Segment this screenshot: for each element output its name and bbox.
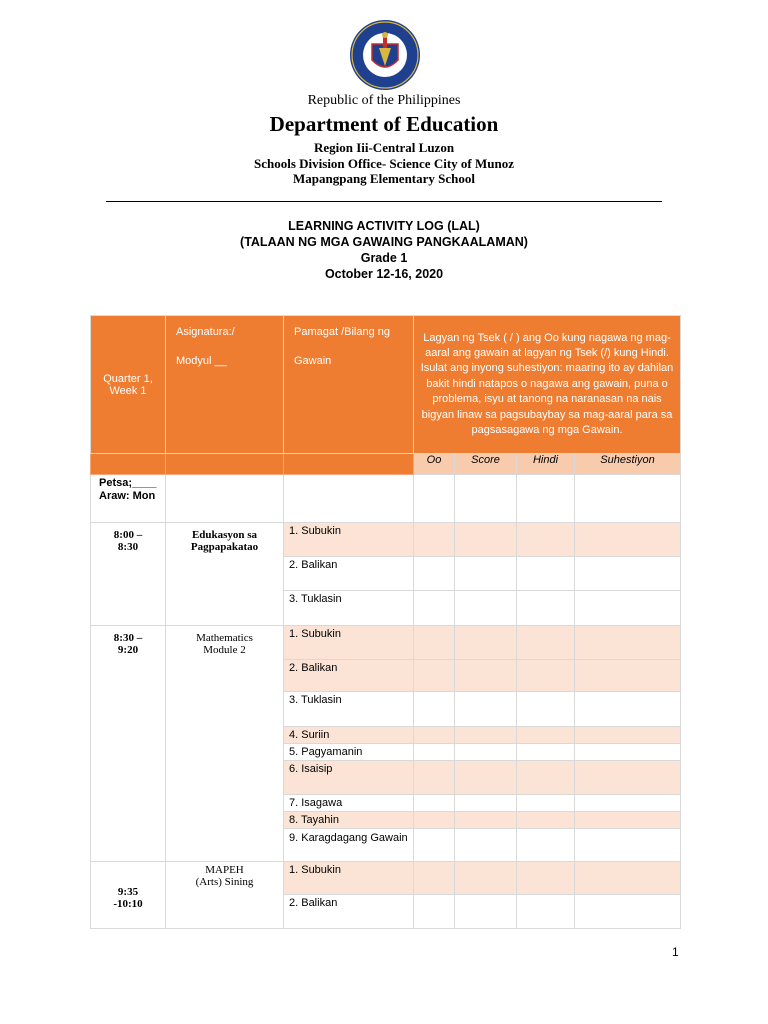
instructions-header: Lagyan ng Tsek ( / ) ang Oo kung nagawa ng mag-aaral ang gawain at lagyan ng Tsek (/) kung Hindi. Isulat ang inyong suhestiyon: maaring ito ay dahilan bakit hindi natapos o nagawa ang gawain, puna o problema, isyu at tanong na naranasan na nais bigyan linaw sa pagsubaybay sa mag-aaral para sa pagsasagawa ng mga Gawain. [414, 316, 681, 454]
oo-cell[interactable] [414, 523, 455, 557]
hindi-cell[interactable] [517, 761, 575, 795]
oo-cell[interactable] [414, 557, 455, 591]
score-cell[interactable] [455, 744, 517, 761]
subject-line: Edukasyon sa [191, 529, 258, 541]
quarter-header: Quarter 1, Week 1 [91, 316, 166, 454]
subheader-blank [284, 454, 414, 475]
suhestiyon-cell[interactable] [575, 829, 681, 862]
republic-line: Republic of the Philippines [307, 93, 461, 108]
oo-cell[interactable] [414, 744, 455, 761]
log-subtitle: (TALAAN NG MGA GAWAING PANGKAALAMAN) [240, 235, 528, 249]
suhestiyon-cell[interactable] [575, 692, 681, 727]
oo-cell[interactable] [414, 812, 455, 829]
empty-cell[interactable] [166, 475, 284, 523]
gawain-label: Gawain [294, 354, 332, 367]
hindi-cell[interactable] [517, 557, 575, 591]
hindi-cell[interactable] [517, 523, 575, 557]
activity-cell: 2. Balikan [284, 557, 414, 591]
table-header-row [91, 316, 681, 454]
petsa-label: Petsa;____ [99, 477, 157, 489]
score-cell[interactable] [455, 812, 517, 829]
araw-label: Araw: Mon [99, 489, 156, 502]
time-cell [91, 626, 166, 862]
oo-cell[interactable] [414, 660, 455, 692]
subject-cell [166, 523, 284, 626]
oo-cell[interactable] [414, 862, 455, 895]
suhestiyon-cell[interactable] [575, 591, 681, 626]
activity-cell: 9. Karagdagang Gawain [284, 829, 414, 862]
suhestiyon-cell[interactable] [575, 523, 681, 557]
hindi-cell[interactable] [517, 591, 575, 626]
oo-column-header: Oo [414, 454, 455, 475]
oo-cell[interactable] [414, 895, 455, 929]
subject-cell [166, 626, 284, 862]
suhestiyon-column-header: Suhestiyon [575, 454, 681, 475]
page-number: 1 [672, 945, 679, 959]
activity-cell: 3. Tuklasin [284, 591, 414, 626]
pamagat-label: Pamagat /Bilang ng [294, 326, 391, 338]
time-cell [91, 523, 166, 626]
hindi-cell[interactable] [517, 812, 575, 829]
table-subheader-row [91, 454, 681, 475]
subheader-blank [166, 454, 284, 475]
time-end: 9:20 [117, 644, 139, 656]
suhestiyon-cell[interactable] [575, 475, 681, 523]
activity-cell: 7. Isagawa [284, 795, 414, 812]
hindi-cell[interactable] [517, 895, 575, 929]
school-line: Mapangpang Elementary School [292, 171, 475, 186]
score-cell[interactable] [455, 626, 517, 660]
subject-line: Module 2 [203, 644, 246, 656]
score-cell[interactable] [455, 692, 517, 727]
subheader-blank [91, 454, 166, 475]
activity-cell: 1. Subukin [284, 523, 414, 557]
asignatura-header [166, 316, 284, 454]
pamagat-header [284, 316, 414, 454]
score-cell[interactable] [455, 591, 517, 626]
empty-cell[interactable] [284, 475, 414, 523]
score-cell[interactable] [455, 862, 517, 895]
activity-cell: 1. Subukin [284, 626, 414, 660]
oo-cell[interactable] [414, 795, 455, 812]
hindi-cell[interactable] [517, 660, 575, 692]
score-cell[interactable] [455, 660, 517, 692]
region-line: Region Iii-Central Luzon [313, 140, 455, 155]
suhestiyon-cell[interactable] [575, 795, 681, 812]
activity-cell: 1. Subukin [284, 862, 414, 895]
subject-cell [166, 862, 284, 929]
score-cell[interactable] [455, 761, 517, 795]
table-row [91, 862, 681, 895]
division-line: Schools Division Office- Science City of Munoz [254, 156, 514, 171]
oo-cell[interactable] [414, 727, 455, 744]
suhestiyon-cell[interactable] [575, 557, 681, 591]
hindi-cell[interactable] [517, 626, 575, 660]
petsa-row [91, 475, 681, 523]
oo-cell[interactable] [414, 626, 455, 660]
activity-cell: 3. Tuklasin [284, 692, 414, 727]
subject-line: Mathematics [196, 632, 253, 644]
hindi-cell[interactable] [517, 692, 575, 727]
table-row [91, 626, 681, 660]
score-column-header: Score [455, 454, 517, 475]
activity-cell: 6. Isaisip [284, 761, 414, 795]
grade-label: Grade 1 [360, 251, 408, 265]
hindi-column-header: Hindi [517, 454, 575, 475]
date-range: October 12-16, 2020 [324, 267, 444, 281]
suhestiyon-cell[interactable] [575, 812, 681, 829]
suhestiyon-cell[interactable] [575, 862, 681, 895]
oo-cell[interactable] [414, 591, 455, 626]
score-cell[interactable] [455, 895, 517, 929]
hindi-cell[interactable] [517, 744, 575, 761]
suhestiyon-cell[interactable] [575, 727, 681, 744]
time-start: 8:00 – [113, 529, 143, 541]
log-title: LEARNING ACTIVITY LOG (LAL) [288, 219, 480, 233]
score-cell[interactable] [455, 795, 517, 812]
score-cell[interactable] [455, 557, 517, 591]
score-cell[interactable] [455, 523, 517, 557]
table-row [91, 523, 681, 557]
deped-seal-logo [334, 18, 436, 92]
time-start: 9:35 [117, 886, 139, 898]
hindi-cell[interactable] [517, 727, 575, 744]
subject-line: (Arts) Sining [195, 876, 254, 888]
suhestiyon-cell[interactable] [575, 895, 681, 929]
department-title: Department of Education [269, 112, 499, 136]
suhestiyon-cell[interactable] [575, 660, 681, 692]
oo-cell[interactable] [414, 475, 455, 523]
time-end: -10:10 [113, 898, 143, 910]
activity-cell: 4. Suriin [284, 727, 414, 744]
hindi-cell[interactable] [517, 475, 575, 523]
score-cell[interactable] [455, 727, 517, 744]
asignatura-label: Asignatura:/ [176, 326, 235, 338]
time-start: 8:30 – [113, 632, 143, 644]
hindi-cell[interactable] [517, 795, 575, 812]
modyul-label: Modyul __ [176, 354, 227, 367]
subject-line: MAPEH [205, 864, 244, 876]
activity-log-table [90, 315, 681, 929]
activity-cell: 2. Balikan [284, 660, 414, 692]
oo-cell[interactable] [414, 692, 455, 727]
subject-line: Pagpapakatao [190, 541, 259, 553]
activity-cell: 5. Pagyamanin [284, 744, 414, 761]
suhestiyon-cell[interactable] [575, 626, 681, 660]
score-cell[interactable] [455, 829, 517, 862]
hindi-cell[interactable] [517, 862, 575, 895]
activity-cell: 8. Tayahin [284, 812, 414, 829]
header-divider [106, 201, 662, 202]
activity-cell: 2. Balikan [284, 895, 414, 929]
suhestiyon-cell[interactable] [575, 744, 681, 761]
time-cell [91, 862, 166, 929]
petsa-cell [91, 475, 166, 523]
oo-cell[interactable] [414, 829, 455, 862]
oo-cell[interactable] [414, 761, 455, 795]
suhestiyon-cell[interactable] [575, 761, 681, 795]
time-end: 8:30 [117, 541, 139, 553]
hindi-cell[interactable] [517, 829, 575, 862]
score-cell[interactable] [455, 475, 517, 523]
